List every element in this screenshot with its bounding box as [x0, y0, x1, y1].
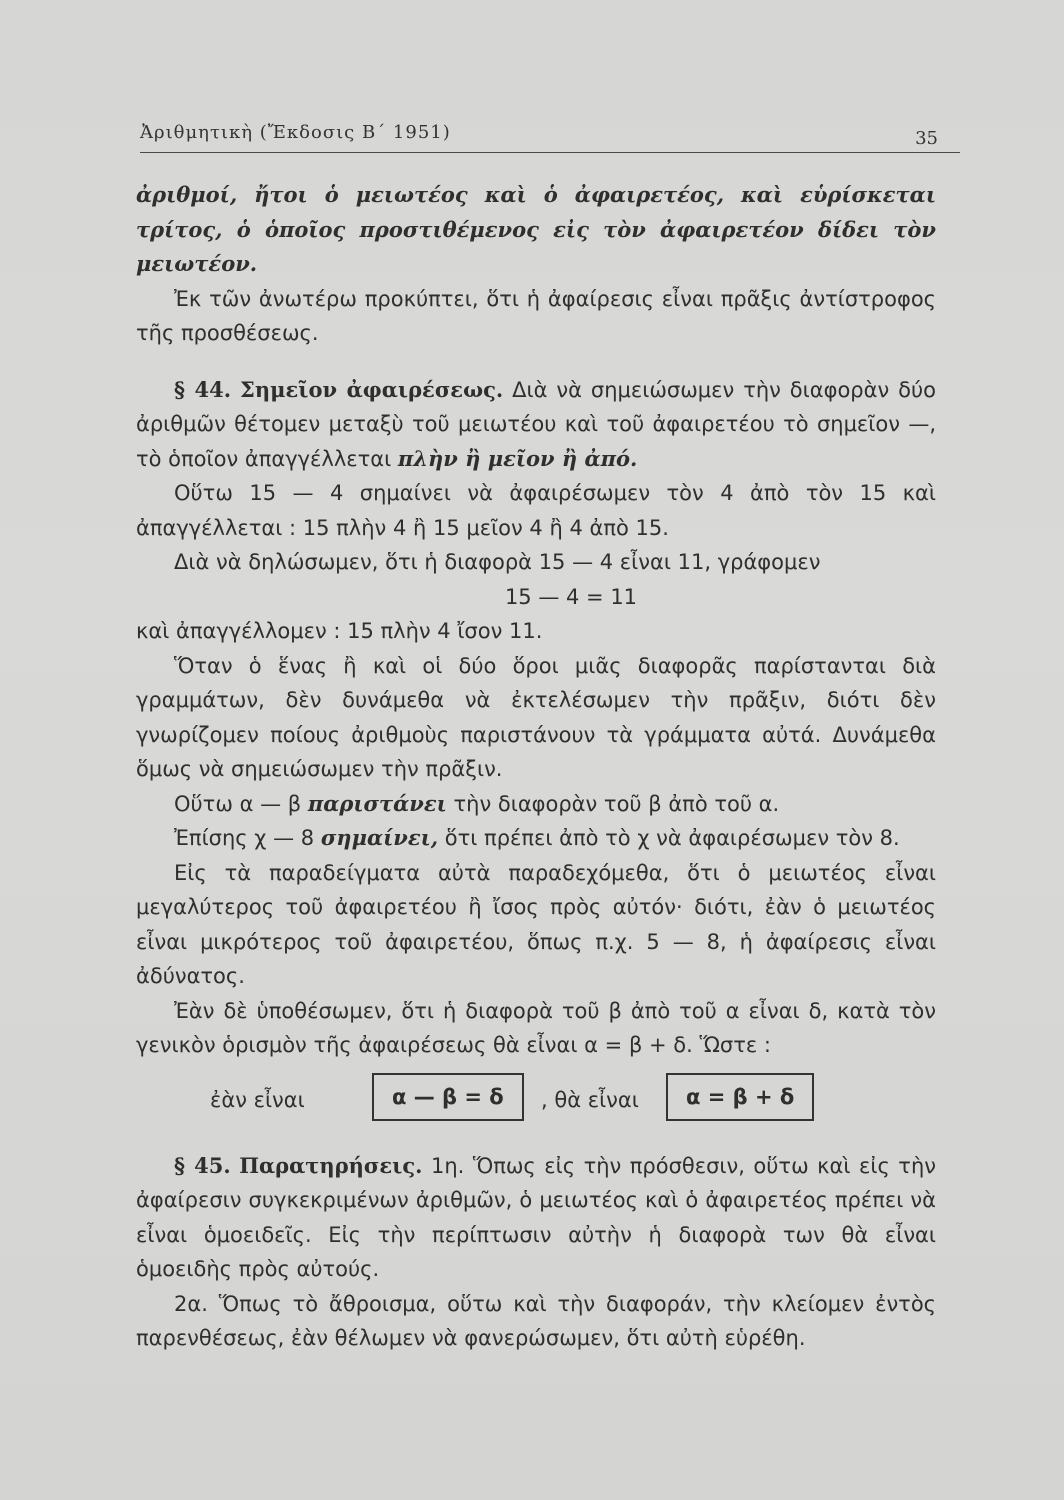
paragraph-general: Ἐὰν δὲ ὑποθέσωμεν, ὅτι ἡ διαφορὰ τοῦ β ἀπὸ τοῦ α εἶναι δ, κατὰ τὸν γενικὸν ὁρισμὸν τῆς ἀφαιρέσεως θὰ εἶναι α = β + δ. Ὥστε : — [136, 998, 936, 1057]
paragraph-chi: Ἐπίσης χ — 8 σημαίνει, ὅτι πρέπει ἀπὸ τὸ χ νὰ ἀφαιρέσωμεν τὸν 8. — [174, 825, 900, 850]
boxed-formulas — [136, 1071, 936, 1127]
paragraph-difference: Διὰ νὰ δηλώσωμεν, ὅτι ἡ διαφορὰ 15 — 4 εἶναι 11, γράφομεν — [174, 550, 821, 574]
then-label: , θὰ εἶναι — [541, 1087, 639, 1112]
if-label: ἐὰν εἶναι — [210, 1087, 305, 1112]
section-44-reading: πλὴν ἢ μεῖον ἢ ἀπό. — [397, 445, 638, 471]
paragraph-read-equation: καὶ ἀπαγγέλλομεν : 15 πλὴν 4 ἴσον 11. — [136, 619, 543, 643]
section-45: § 45. Παρατηρήσεις. 1η. Ὅπως εἰς τὴν πρόσθεσιν, οὕτω καὶ εἰς τὴν ἀφαίρεσιν συγκεκριμένων ἀριθμῶν, ὁ μειωτέος καὶ ὁ ἀφαιρετέος πρέπει νὰ εἶναι ὁμοειδεῖς. Εἰς τὴν περίπτωσιν αὐτὴν ἡ διαφορὰ των θὰ εἶναι ὁμοειδὴς πρὸς αὐτούς. — [136, 1152, 936, 1281]
section-44: § 44. Σημεῖον ἀφαιρέσεως. Διὰ νὰ σημειώσωμεν τὴν διαφορὰν δύο ἀριθμῶν θέτομεν μεταξὺ τοῦ μειωτέου καὶ τοῦ ἀφαιρετέου τὸ σημεῖον —, τὸ ὁποῖον ἀπαγγέλλεται πλὴν ἢ μεῖον ἢ ἀπό. — [136, 376, 937, 471]
paragraph-letters: Ὅταν ὁ ἕνας ἢ καὶ οἱ δύο ὅροι μιᾶς διαφορᾶς παρίστανται διὰ γραμμάτων, δὲν δυνάμεθα νὰ ἐκτελέσωμεν τὴν πρᾶξιν, διότι δὲν γνωρίζομεν ποίους ἀριθμοὺς παριστάνουν τὰ γράμματα αὐτά. Δυνάμεθα ὅμως νὰ σημειώσωμεν τὴν πρᾶξιν. — [136, 653, 936, 781]
page-header — [140, 122, 960, 153]
equation: 15 — 4 = 11 — [504, 584, 638, 609]
formula-box-difference: α — β = δ — [372, 1073, 524, 1121]
paragraph-definition-end: ἀριθμοί, ἤτοι ὁ μειωτέος καὶ ὁ ἀφαιρετέος, καὶ εὑρίσκεται τρίτος, ὁ ὁποῖος προστιθέμενος εἰς τὸν ἀφαιρετέον δίδει τὸν μειωτέον. — [136, 182, 936, 276]
paragraph-parentheses: 2α. Ὅπως τὸ ἄθροισμα, οὕτω καὶ τὴν διαφοράν, τὴν κλείομεν ἐντὸς παρενθέσεως, ἐὰν θέλωμεν νὰ φανερώσωμεν, ὅτι αὐτὴ εὑρέθη. — [136, 1291, 936, 1350]
section-45-number: § 45. — [174, 1152, 231, 1178]
formula-box-sum: α = β + δ — [666, 1073, 814, 1121]
paragraph-alpha-beta: Οὕτω α — β παριστάνει τὴν διαφορὰν τοῦ β ἀπὸ τοῦ α. — [174, 790, 780, 816]
page-number: 35 — [915, 128, 938, 149]
paragraph-inverse: Ἐκ τῶν ἀνωτέρω προκύπτει, ὅτι ἡ ἀφαίρεσις εἶναι πρᾶξις ἀντίστροφος τῆς προσθέσεως. — [136, 286, 936, 345]
paragraph-example: Οὕτω 15 — 4 σημαίνει νὰ ἀφαιρέσωμεν τὸν 4 ἀπὸ τὸν 15 καὶ ἀπαγγέλλεται : 15 πλὴν 4 ἢ 15 μεῖον 4 ἢ 4 ἀπὸ 15. — [136, 481, 936, 540]
running-head: Ἀριθμητικὴ (Ἔκδοσις Β΄ 1951) — [140, 122, 451, 143]
section-45-title: Παρατηρήσεις. — [239, 1152, 423, 1178]
page-body — [136, 178, 936, 1356]
paragraph-assumption: Εἰς τὰ παραδείγματα αὐτὰ παραδεχόμεθα, ὅτι ὁ μειωτέος εἶναι μεγαλύτερος τοῦ ἀφαιρετέου ἢ ἴσος πρὸς αὐτόν· διότι, ἐὰν ὁ μειωτέος εἶναι μικρότερος τοῦ ἀφαιρετέου, ὅπως π.χ. 5 — 8, ἡ ἀφαίρεσις εἶναι ἀδύνατος. — [136, 860, 936, 988]
section-44-title: Σημεῖον ἀφαιρέσεως. — [240, 376, 504, 402]
section-44-number: § 44. — [174, 376, 232, 402]
